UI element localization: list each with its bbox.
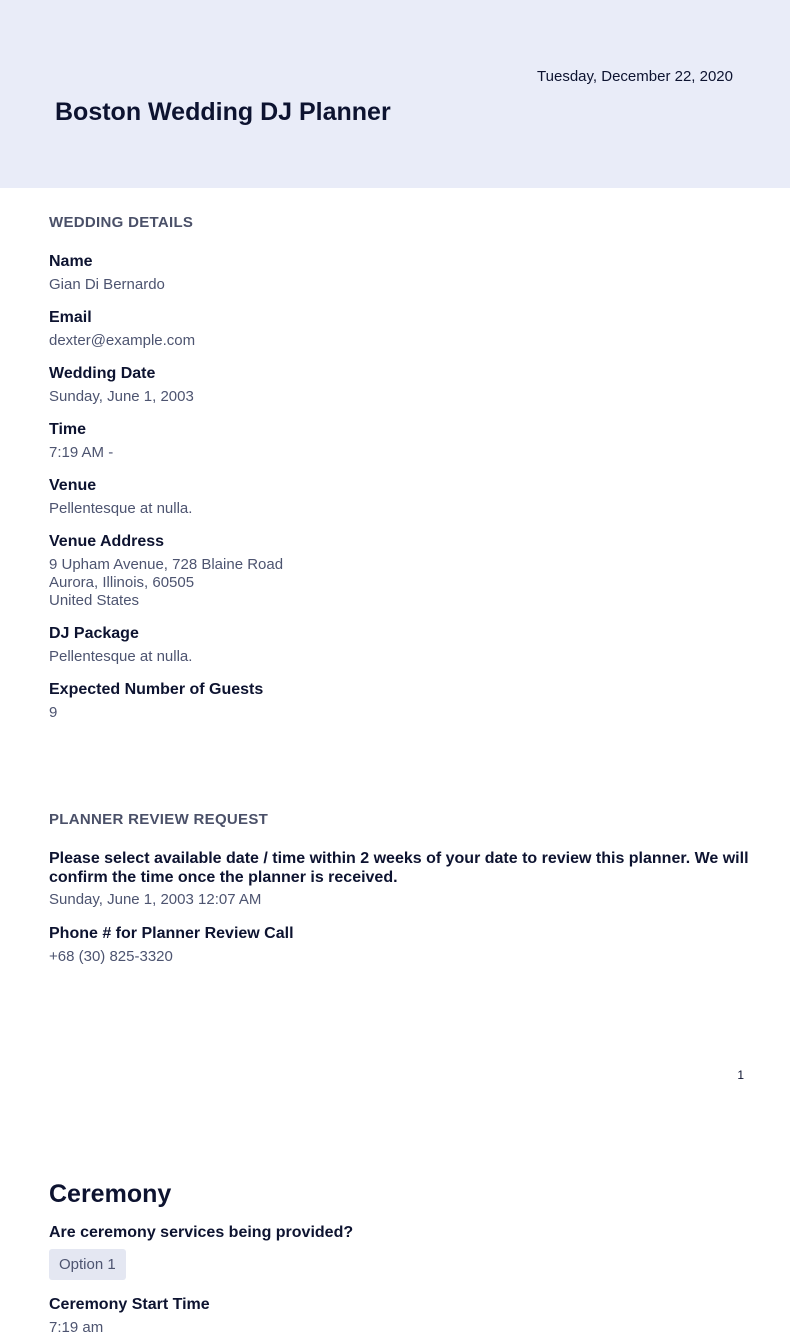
ceremony-services-option: Option 1 (49, 1249, 126, 1280)
header-date: Tuesday, December 22, 2020 (537, 68, 733, 85)
venue-address-field (49, 532, 283, 610)
review-date-field (49, 849, 749, 909)
venue-field (49, 476, 192, 518)
ceremony-start-time-label: Ceremony Start Time (49, 1296, 210, 1313)
dj-package-field (49, 624, 192, 666)
name-label: Name (49, 253, 93, 270)
review-phone-label: Phone # for Planner Review Call (49, 925, 294, 942)
ceremony-title: Ceremony (49, 1180, 172, 1208)
time-value: 7:19 AM - (49, 444, 114, 461)
time-field (49, 420, 113, 462)
wedding-date-field (49, 364, 194, 406)
page-header (0, 0, 790, 188)
venue-label: Venue (49, 477, 97, 494)
ceremony-services-field (49, 1223, 353, 1280)
wedding-date-value: Sunday, June 1, 2003 (49, 388, 194, 405)
venue-address-line1: 9 Upham Avenue, 728 Blaine Road (49, 556, 284, 573)
review-phone-value: +68 (30) 825-3320 (49, 948, 173, 965)
name-field (49, 252, 165, 294)
wedding-details-heading: WEDDING DETAILS (49, 214, 194, 231)
ceremony-services-label: Are ceremony services being provided? (49, 1224, 354, 1241)
page-title: Boston Wedding DJ Planner (55, 98, 391, 126)
venue-address-line2: Aurora, Illinois, 60505 (49, 574, 195, 591)
review-date-value: Sunday, June 1, 2003 12:07 AM (49, 891, 262, 908)
time-label: Time (49, 421, 87, 438)
ceremony-start-time-value: 7:19 am (49, 1319, 104, 1336)
name-value: Gian Di Bernardo (49, 276, 165, 293)
review-date-label: Please select available date / time within 2 weeks of your date to review this planner. We will confirm the time once the planner is received. (49, 850, 749, 886)
ceremony-start-time-field (49, 1295, 210, 1337)
venue-address-line3: United States (49, 592, 140, 609)
email-field (49, 308, 195, 350)
review-phone-field (49, 924, 294, 966)
guests-label: Expected Number of Guests (49, 681, 264, 698)
dj-package-value: Pellentesque at nulla. (49, 648, 193, 665)
dj-package-label: DJ Package (49, 625, 139, 642)
page-number: 1 (737, 1068, 744, 1082)
guests-value: 9 (49, 704, 58, 721)
venue-address-label: Venue Address (49, 533, 165, 550)
venue-value: Pellentesque at nulla. (49, 500, 193, 517)
guests-field (49, 680, 263, 722)
wedding-date-label: Wedding Date (49, 365, 156, 382)
planner-review-heading: PLANNER REVIEW REQUEST (49, 811, 269, 828)
email-label: Email (49, 309, 92, 326)
email-value: dexter@example.com (49, 332, 196, 349)
